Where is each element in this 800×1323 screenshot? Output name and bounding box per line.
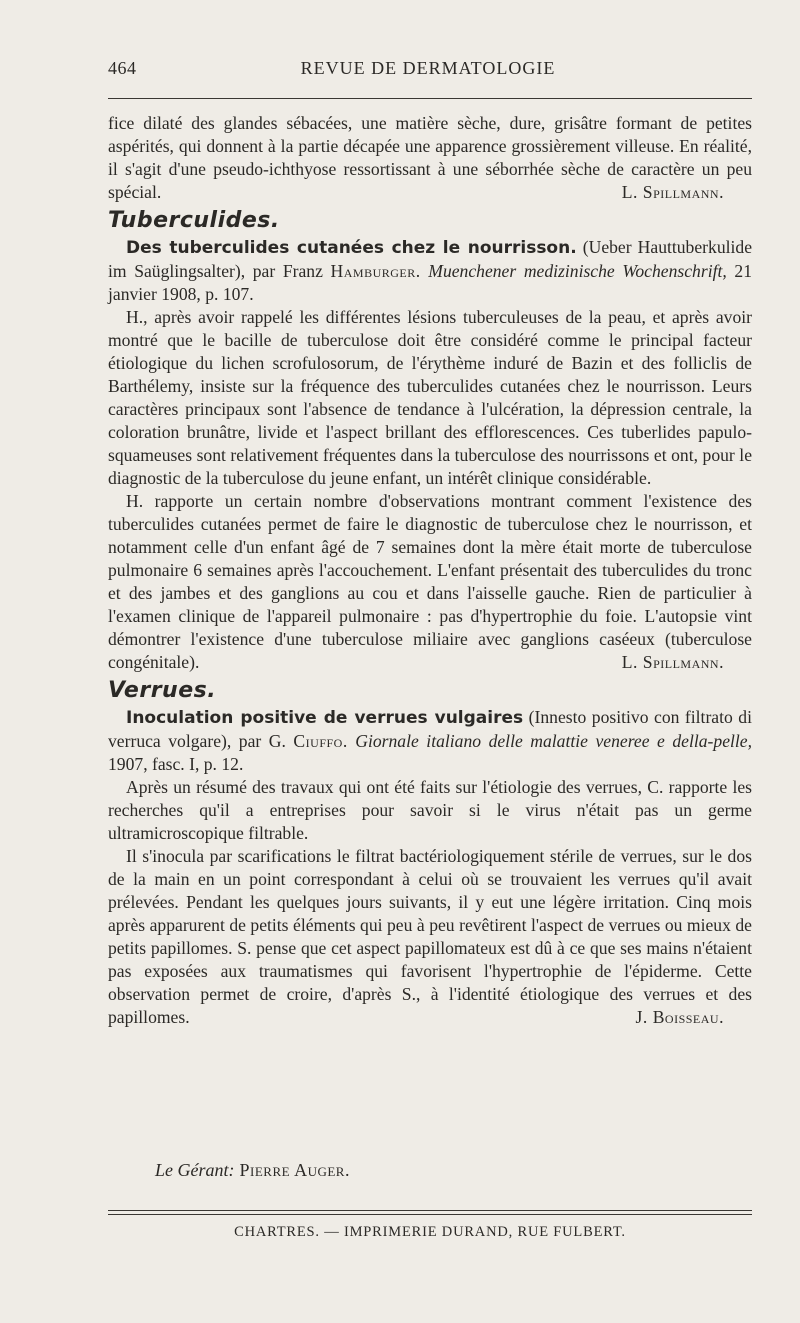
reference-text: (Ueber Hauttuberkulide im Saüglingsalter), par Franz: [108, 237, 753, 281]
reference-author: Ciuffo.: [293, 731, 348, 751]
article-reference-verrues: [108, 706, 752, 776]
reference-journal: Giornale italiano delle malattie veneree e della-pelle,: [347, 731, 752, 751]
header-rule: [108, 98, 752, 99]
running-head: [108, 58, 748, 88]
page-number: 464: [108, 58, 137, 78]
article-title: Inoculation positive de verrues vulgaires: [126, 708, 524, 728]
intro-signature: L. Spillmann.: [621, 182, 724, 202]
gerant-label: Le Gérant:: [155, 1160, 235, 1180]
reference-date: 21 janvier 1908, p. 107.: [108, 261, 752, 304]
section1-signature: L. Spillmann.: [621, 652, 724, 672]
section-heading-tuberculides: Tuberculides.: [108, 208, 280, 233]
section2-signature: J. Boisseau.: [635, 1007, 724, 1027]
footer-rule: [108, 1214, 752, 1215]
body-text: [108, 112, 752, 1029]
summary-text: H. rapporte un certain nombre d'observations montrant comment l'existence des tuberculides cutanées permet de faire le diagnostic de tuberculose chez le nourrisson, et notamment celle d'un enfant âgé de 7 semaines dont la mère était morte de tuberculose pulmonaire 6 semaines après l'accouchement. L'enfant présentait des tuberculides du tronc et des jambes et des ganglions au cou et dans l'aisselle gauche. Rien de particulier à l'examen clinique de l'appareil pulmonaire : pas d'hypertrophie du foie. L'autopsie vint démontrer l'existence d'une tuberculose miliaire avec ganglions caséeux (tuberculose congénitale).: [108, 491, 752, 672]
summary-paragraph: H., après avoir rappelé les différentes lésions tuberculeuses de la peau, et après avoir montré que le bacille de tuberculose doit être considéré comme le principal facteur étiologique du lichen scrofulosorum, de l'érythème induré de Bazin et des folliclis de Barthélemy, insiste sur la fréquence des tuberculides cutanées chez le nourrisson. Leurs caractères principaux sont l'absence de tendance à l'ulcération, la dépression centrale, la coloration brunâtre, livide et l'aspect brillant des efflorescences. Ces tuberlides papulo-squameuses sont relativement fréquentes dans la tuberculose des nourrissons et ont, pour le diagnostic de la tuberculose du jeune enfant, un intérêt clinique considérable.: [108, 307, 752, 488]
summary-paragraph: [108, 490, 752, 674]
footer-rule: [108, 1210, 752, 1211]
reference-date: 1907, fasc. I, p. 12.: [108, 754, 244, 774]
summary-paragraph: [108, 845, 752, 1029]
journal-title: REVUE DE DERMATOLOGIE: [300, 58, 556, 78]
intro-text: fice dilaté des glandes sébacées, une matière sèche, dure, grisâtre formant de petites aspérités, qui donnent à la partie décapée une apparence grossièrement villeuse. En réalité, il s'agit d'une pseudo-ichthyose ressortissant à une séborrhée sèche de caractère un peu spécial.: [108, 113, 752, 202]
summary-text: Il s'inocula par scarifications le filtrat bactériologiquement stérile de verrues, sur le dos de la main en un point correspondant à celui où se trouvaient les verrues qu'il avait prélevées. Pendant les quelques jours suivants, il y eut une légère irritation. Cinq mois après apparurent de petits éléments qui peu à peu revêtirent l'aspect de verrues ou mieux de petits papillomes. S. pense que cet aspect papillomateux est dû à ce que ses mains n'étaient pas exposées aux traumatismes qui favorisent l'hypertrophie de l'épiderme. Cette observation permet de croire, d'après S., à l'identité étiologique des verrues et des papillomes.: [108, 846, 752, 1027]
gerant-name: Pierre Auger.: [234, 1160, 350, 1180]
section-heading-verrues: Verrues.: [108, 678, 217, 703]
summary-paragraph: Après un résumé des travaux qui ont été faits sur l'étiologie des verrues, C. rapporte les recherches qu'il a entreprises pour savoir si le virus n'était pas un germe ultramicroscopique filtrable.: [108, 777, 752, 843]
reference-author: Hamburger.: [330, 261, 421, 281]
article-title: Des tuberculides cutanées chez le nourrisson.: [126, 238, 577, 258]
intro-paragraph: [108, 112, 752, 204]
reference-journal: Muenchener medizinische Wochenschrift,: [420, 261, 727, 281]
gerant-line: [155, 1160, 350, 1181]
reference-text: (Innesto positivo con filtrato di verruca volgare), par G.: [108, 707, 752, 751]
article-reference-tuberculides: [108, 236, 752, 306]
printer-imprint: CHARTRES. — IMPRIMERIE DURAND, RUE FULBERT.: [234, 1224, 626, 1240]
